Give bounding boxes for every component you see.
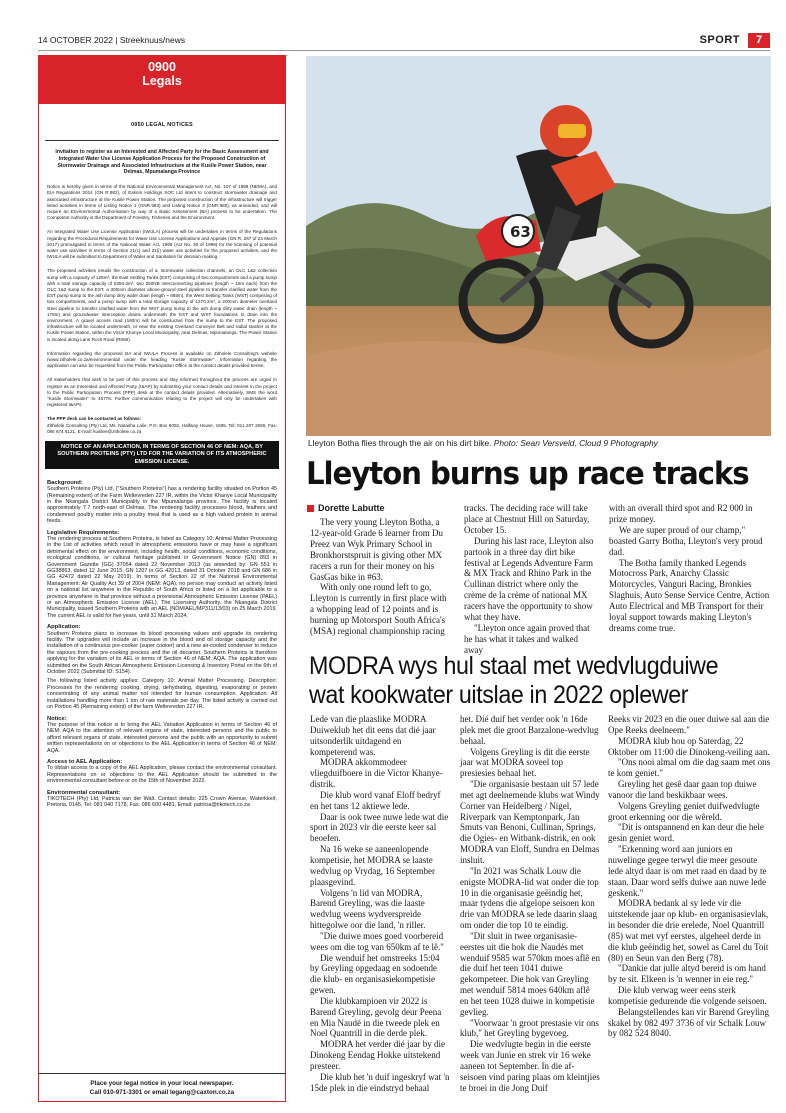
article-headline: Lleyton burns up race tracks <box>306 456 749 492</box>
paragraph: Volgens Greyling is dit die eerste jaar wat MODRA soveel top presiesies behaal het. <box>460 746 590 779</box>
paragraph: Die klub verwag weer eens sterk kompetisie gedurende die volgende seisoen. <box>608 985 767 1006</box>
photo-credit: Photo: Sean Versveld, Cloud 9 Photography <box>493 438 658 448</box>
legals-title: Legals <box>142 74 182 88</box>
paragraph: Die wenduif het omstreeks 15:04 by Greyling opgedaag en sodoende die klub- en organisasiekompetisie gewen. <box>310 952 440 996</box>
paragraph: "Die duiwe moes goed voorbereid wees om die tog van 650km af te lê." <box>310 930 444 952</box>
paragraph: We are super proud of our champ," boasted Garry Botha, Lleyton's very proud dad. <box>609 524 763 557</box>
paragraph: The Botha family thanked Legends Motocross Park, Anarchy Classic Motorcycles, Vanguri Racing, Bronkies Slaghuis, Auto Sense Service Centre, Action Auto Electrical and MB Transport for their loyal support towards making Lleyton's dreams come true. <box>609 557 770 633</box>
section-heading: Background: <box>47 479 83 486</box>
notice-paragraph: Southern Proteins plans to increase its blood processing values and upgrade its rendering facility. The upgrades will include an increase in the blood and oil storage capacity and the installation of a continuous pre-cooker (super cooker) and a new air-cooled condenser to reduce the vapours from the pre-cooking process and the oil decanter. Southern Proteins is therefore applying for the variation of its AEL in terms of Section 46 of NEM: AQA. The application was submitted on the South African Atmospheric Emission Licensing & Inventory Portal on the 6th of October 2022 (Submittal ID: S154). <box>47 630 277 676</box>
article-column <box>608 714 772 1039</box>
article-column <box>464 503 599 656</box>
footer-contact: Call 010-971-3301 or email legang@caxton.co.za <box>89 1089 235 1096</box>
paragraph: Volgens Greyling geniet duifwedvlugte groot erkenning oor die wêreld. <box>608 800 760 822</box>
paragraph: Reeks vir 2023 en die ouer duiwe sal aan die Ope Reeks deelneem." <box>608 714 770 735</box>
legal-notice-kusile <box>39 141 285 435</box>
paragraph: Belangstellendes kan vir Barend Greyling skakel by 082 497 3736 of vir Schalk Louw by 082 524 8040. <box>608 1006 769 1039</box>
paragraph: During his last race, Lleyton also partook in a three day dirt bike festival at Legends Adventure Farm & MX Track and Rhino Park in the Cullinan district where only the crème de la crème of national MX racers have the opportunity to show what they have. <box>464 535 594 623</box>
paragraph: MODRA het verder dié jaar by die Dinokeng Eendag Hokke uitstekend presteer. <box>310 1039 445 1071</box>
section-heading: Legislative Requirements: <box>47 529 120 536</box>
notice-contact: Zitholele Consulting (Pty) Ltd, Ms. Natasha Lalie, P.O. Box 6002, Halfway House, 1685, Tel: 011 207 2060, Fax: 086 674 6121, E-mail: kusilee@zitholele.co.za <box>47 422 277 434</box>
legals-footer <box>39 1073 285 1101</box>
notice-paragraph: The proposed activities entails the construction of a; stormwater collection channels, an OLC 1&2 collection sump with a capacity of 125m³, the East Settling Tanks (EST) comprising of two compartments and a pump sump with a total storage capacity of 5394.3m³, two 250NB interconnecting pipelines (length ~ 10m each) from the OLC 1&2 sump to the EST, a 300mm diameter above-ground steel pipeline to transfer clarified water from the EST pump sump to the ash dump dirty water drain (length ~ 688m), the West Settling Tanks (WST) comprising of two compartments, and a pump sump with a total storage capacity of 1270.2m³, a 200mm diameter overland steel pipeline to transfer clarified water from the WST pump sump to the ash dump dirty water drain (length ~ 178m) and groundwater interception drains underneath the EST and WST foundations to drain into the environment. A gravel access road (160m) will be constructed from the sump to the EST. The proposed infrastructure will be located underneath, or near the existing Overland Conveyor Belt and radial stacker at the Kusile Power Station, within the Victor Khanye Local Municipality, near Delmas, Mpumalanga. The Power Station is located along Lane Rock Road (R686). <box>47 268 277 342</box>
author-name: Dorette Labutte <box>318 503 385 513</box>
article-headline <box>309 652 718 710</box>
article-column <box>310 517 448 637</box>
legals-category: 0950 LEGAL NOTICES <box>131 122 193 128</box>
paragraph: with an overall third spot and R2 000 in prize money. <box>609 503 753 524</box>
notice-paragraph: All stakeholders that wish to be part of this process and stay informed throughout the process are urged to register as an Interested and Affected Party (I&AP) by submitting your contact details and interest in the project to the Public Participation Process (PPP) desk at the contact details provided. Alternatively, SMS the word "Kusile Stormwater" to 45776. Further communication relating to the project will only be undertaken with registered I&APs. <box>47 377 277 408</box>
article-photo <box>306 56 771 436</box>
paragraph: "Lleyton once again proved that he has what it takes and walked away <box>464 622 590 655</box>
notice-paragraph: Southern Proteins (Pty) Ltd, ("Southern Proteins") has a rendering facility situated on Portion 45 (Remaining extent) of the Farm Weltevreden 227 IR, within the Victor Khanye Local Municipality in the Nkangala District Municipality in the Mpumalanga province. The facility is located approximately 7.7 north-east of Delmas. The rendering facility processes blood, feathers and condemned poultry matter into a poultry meal that is used as a high valued protein in animal feeds. <box>47 486 277 525</box>
paragraph: Die klub het 'n duif ingeskryf wat 'n 15de plek in die eindstryd behaal <box>310 1071 450 1093</box>
paragraph: MODRA akkommodeer vliegduifboere in die Victor Khanye-distrik. <box>310 757 443 790</box>
notice-paragraph: TIKOTECH (Pty) Ltd, Patricia van der Walt. Contact details: 225 Crown Avenue, Waterkloof, Pretoria, 0145, Tel: 081 040 7178, Fax: 086 600 4481, Email: patricia@tikotech.co.za <box>47 795 277 809</box>
paragraph: "Dit sluit in twee organisasie-eerstes uit die hok die Naudés met wenduif 9585 wat 570km moes aflê en die duif het teen 1041 duiwe gekompeteer. Die hok van Greyling met wenduif 5814 moes 640km aflê en het teen 1028 duiwe in kompetisie gevlieg. <box>460 930 600 1017</box>
paragraph: Die klubkampioen vir 2022 is Barend Greyling, gevolg deur Peena en Mia Naudé in die tweede plek en Noel Quantrill in die derde plek. <box>310 995 442 1039</box>
section-heading: Access to AEL Application: <box>47 758 123 765</box>
paragraph: Die klub word vanaf Eloff bedryf en het tans 12 aktiewe lede. <box>310 789 441 811</box>
bike-number: 63 <box>510 223 531 241</box>
notice-paragraph: The following listed activity applies: Category 10: Animal Matter Processing. Description: Processes for the rendering cooking, drying, dehydrating, digesting, evaporating or protein concentrating of any animal matter not intended for human consumption. Application: All installations handling more than 1 ton of raw materials per day. The listed activity is carried out on Portion 45 (Remaining extent) of the farm Weltevreden 227 IR. <box>47 678 277 711</box>
photo-caption <box>308 438 658 448</box>
paragraph: With only one round left to go, Lleyton is currently in first place with a whopping lead of 12 points and is burning up Motorsport South Africa's (MSA) regional championship racing <box>310 582 447 637</box>
paragraph: "Voorwaar 'n groot prestasie vir ons klub," het Greyling bygevoeg. <box>460 1017 599 1039</box>
caption-text: Lleyton Botha flies through the air on his dirt bike. <box>308 438 492 448</box>
legals-banner <box>39 56 285 104</box>
notice-contact-head: The PPP desk can be contacted as follows: <box>47 416 142 422</box>
page-header <box>38 33 770 49</box>
notice-paragraph: To obtain access to a copy of the AEL Application, please contact the environmental consultant. Representations on or objections to the AEL Application should be submitted to the environmental consultant before or on the 15th of November 2022. <box>47 765 277 785</box>
paragraph: Greyling het gesê daar gaan top duiwe vanoor die land beskikbaar wees. <box>608 779 757 800</box>
section-heading: Notice: <box>47 715 67 722</box>
paragraph: "Dit is ontspannend en kan deur die hele gesin geniet word. <box>608 822 764 844</box>
paragraph: "In 2021 was Schalk Louw die enigste MODRA-lid wat onder die top 10 in die organisasie geëindig het, maar tydens die afgelope seisoen kon drie van MODRA se lede daarin slaag om onder die top 10 te eindig. <box>460 865 599 931</box>
page-number: 7 <box>748 33 770 48</box>
article-column <box>460 714 600 1094</box>
paragraph: het. Dié duif het verder ook 'n 16de plek met die groot Barzalone-wedvlug behaal. <box>460 714 599 746</box>
paragraph: "Ons nooi almal om die dag saam met ons te kom geniet." <box>608 757 771 779</box>
paragraph: Na 16 weke se aaneenlopende kompetisie, het MODRA se laaste wedvlug op Vrydag, 16 September plaasgevind. <box>310 844 436 887</box>
legals-code: 0900 <box>148 60 176 74</box>
paragraph: "Erkenning word aan juniors en nuwelinge gegee terwyl die meer gesoute lede altyd daar is om met raad en daad by te staan. Daar word selfs duiwe aan nuwe lede geskenk." <box>608 844 767 898</box>
header-rule <box>38 50 770 51</box>
byline-marker <box>307 505 314 512</box>
paragraph: Die wedvlugte begin in die eerste week van Junie en strek vir 16 weke aaneen tot September. In die af-seisoen vind paring plaas om kleintjies te broei in die Jong Duif <box>460 1039 600 1093</box>
paragraph: MODRA klub hou op Saterdag, 22 Oktober om 11:00 die Dinokeng-veiling aan. <box>608 735 770 757</box>
section-heading: Application: <box>47 624 81 631</box>
paragraph: Daar is ook twee nuwe lede wat die sport in 2023 vir die eerste keer sal beoefen. <box>310 811 449 844</box>
notice-paragraph: The rendering process at Southern Proteins, is listed as Category 10: Animal Matter Processing in the List of activities which result in atmospheric emissions have or may have a significant detrimental effect on the environment, including health, social conditions, economic conditions, ecological conditions, or cultural heritage published in Government Notice (GN) 893 in Government Gazette (GG) 37054 dated 22 November 2013 (as amended by: GN 551 in GG38863, dated 12 June 2015; GN 1207 in GG 42013, dated 31 October 2018 and GN 686 in GG 42472 dated 22 May 2019). In terms of Section 22 of the National Environmental Management: Air Quality Act 39 of 2004 (NEM: AQA), no person may conduct an activity listed on a national list anywhere in the Republic of South Africa or listed on a list applicable to a province anywhere in that province without a provisional Atmospheric Emission License (PAEL) or an Atmospheric Emission License (AEL). The Licensing Authority, the Nkangala District Municipality, issued Southern Proteins with an AEL (NDM/AEL/MP311/13/03) on 25 March 2019. The current AEL is valid for five years, until 31 March 2024. <box>47 535 277 619</box>
motocross-rider-image <box>306 56 771 436</box>
article-column <box>310 714 450 1094</box>
section-heading: Environmental consultant: <box>47 789 121 796</box>
notice-paragraph: Information regarding the proposed BA and IWULA Process is available on Zitholele Consulting's website (www.zitholele.co.za/environmental/ under the heading "Kusile Stormwater". Information regarding the application can also be requested from the Public Participation Office at the contact details provided herein. <box>47 350 277 369</box>
headline-line: wat kookwater uitslae in 2022 oplewer <box>309 681 689 709</box>
legals-column <box>38 55 286 1102</box>
byline <box>307 503 385 513</box>
paragraph: MODRA bedank al sy lede vir die uitstekende jaar op klub- en organisasievlak, in besonder die drie erelede, Noel Quantrill (85) wat met vyf eerstes, algeheel derde in die klub geëindig het, sowel as Carel du Toit (80) en Seun van den Berg (78). <box>608 898 769 963</box>
notice-paragraph: Notice is hereby given in terms of the National Environmental Management Act, No. 107 of 1998 (NEMA), and EIA Regulations 2014 (GN R.982), of Eskom Holdings SOC Ltd intent to construct stormwater drainage and associated infrastructure at the Kusile Power Station. The proposed construction of the infrastructure will trigger listed activities in terms of Listing Notice 1 (GNR.983) and Listing Notice 3 (GNR.985), as amended, and will require an Environmental Authorisation by way of a Basic Assessment (BA) process to be undertaken. The Competent Authority is the Department of Forestry, Fisheries and the Environment. <box>47 184 277 221</box>
paragraph: tracks. The deciding race will take place at Chestnut Hill on Saturday, October 15. <box>464 503 590 535</box>
notice-title: Invitation to register as an Interested and Affected Party for the Basic Assessment and Integrated Water Use License Application Process for the Proposed Construction of Stormwater Drainage and Associated Infrastructure at the Kusile Power Station, near Delmas, Mpumalanga Province <box>55 149 269 176</box>
paragraph: Lede van die plaaslike MODRA Duiweklub het dit eens dat dié jaar uitsonderlik uitdagend en kompeterend was. <box>310 714 436 757</box>
notice-paragraph: The purpose of this notice is to bring the AEL Variation Application in terms of Section 46 of NEM: AQA to the attention of relevant organs of state, interested persons and the public to afford relevant organs of state, interested persons and the public with an opportunity to submit written representations on or objections to the AEL Application in terms of Section 46 of NEM: AQA. <box>47 721 277 754</box>
headline-line: MODRA wys hul staal met wedvlugduiwe <box>309 652 719 680</box>
paragraph: "Die organisasie bestaan uit 57 lede met agt deelnemende klubs wat Windy Corner van Heidelberg / Nigel, Riverpark van Kemptonpark, Jan Smuts van Benoni, Cullinan, Springs, die Ogies- en Witbank-distrik, en ook MODRA van Eloff, Sundra en Delmas insluit. <box>460 779 600 865</box>
legal-notice-aqa <box>39 469 285 809</box>
paragraph: Volgens 'n lid van MODRA, Barend Greyling, was die laaste wedvlug weens wydverspreide hittegolwe oor die land, 'n riller. <box>310 887 426 931</box>
article-column <box>609 503 772 634</box>
legal-notice-aqa-heading: NOTICE OF AN APPLICATION, IN TERMS OF SECTION 46 OF NEM: AQA, BY SOUTHERN PROTEINS (PTY) LTD FOR THE VARIATION OF ITS ATMOSPHERIC EMISSION LICENSE. <box>45 441 279 469</box>
notice-paragraph: An Integrated Water Use License Application (IWULA) process will be undertaken in terms of the Regulations regarding the Procedural Requirements for Water Use License Applications and Appeals (GN R. 267 of 24 March 2017) promulgated in terms of the National Water Act, 1998 (Act No. 36 of 1998) for the licensing of potential water use activities in terms of Section 21(c) and 21(i) water use activities for the proposed activities, and the IWULA will be submitted to Department of Water and Sanitation for decision-making. <box>47 229 277 260</box>
paragraph: "Dankie dat julle altyd bereid is om hand by te sit. Elkeen is 'n wenner in eie reg." <box>608 963 766 985</box>
footer-line: Place your legal notice in your local newspaper. <box>90 1080 234 1087</box>
issue-date: 14 OCTOBER 2022 | Streeknuus/news <box>38 35 186 45</box>
paragraph: The very young Lleyton Botha, a 12-year-old Grade 6 learner from Du Preez van Wyk Primary School in Bronkhorstspruit is giving other MX racers a run for their money on his GasGas bike in #63. <box>310 517 444 582</box>
section-name: SPORT <box>699 34 740 46</box>
